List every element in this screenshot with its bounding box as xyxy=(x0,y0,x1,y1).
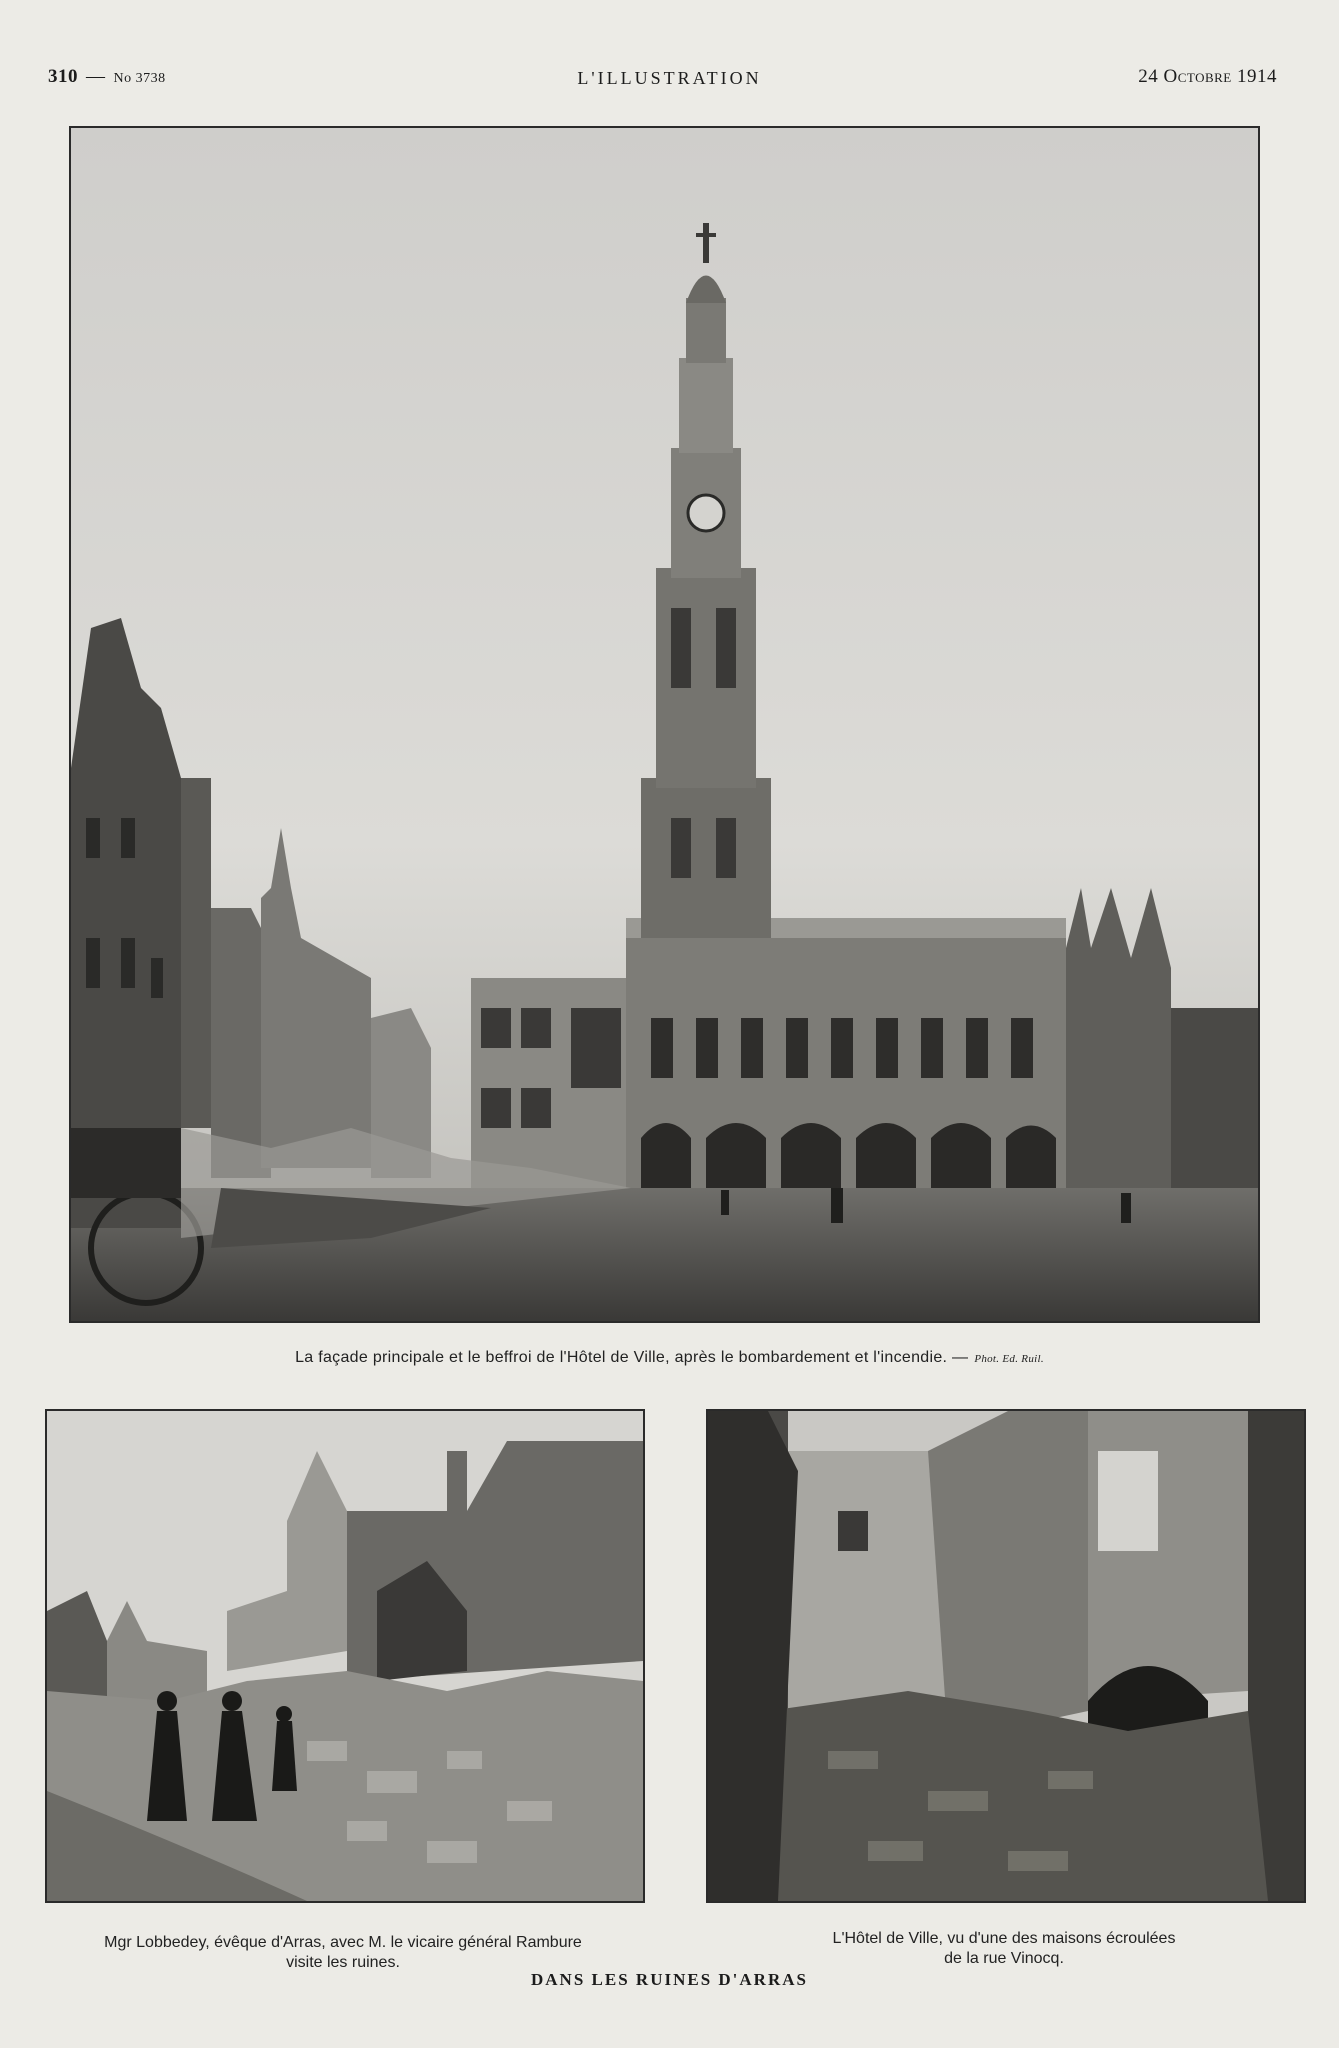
page-number: 310 xyxy=(48,66,78,87)
hotel-photo-caption xyxy=(706,1929,1302,1969)
main-photo-belfry xyxy=(69,126,1260,1323)
issue-number: No 3738 xyxy=(113,71,166,86)
hotel-de-ville-ruins-illustration xyxy=(708,1411,1304,1901)
bishop-photo-caption xyxy=(45,1933,641,1973)
hotel-caption-line1: L'Hôtel de Ville, vu d'une des maisons écroulées xyxy=(832,1930,1176,1947)
publication-title: L'ILLUSTRATION xyxy=(577,68,762,88)
main-caption-text: La façade principale et le beffroi de l'Hôtel de Ville, après le bombardement et l'incendie. — xyxy=(295,1349,969,1366)
photo-credit: Phot. Ed. Ruil. xyxy=(974,1353,1044,1365)
photo-hotel-de-ville xyxy=(706,1409,1306,1903)
photo-bishop-ruins xyxy=(45,1409,645,1903)
page-header-left: 310 — No 3738 xyxy=(48,66,166,87)
bishop-ruins-illustration xyxy=(47,1411,643,1901)
issue-date: 24 Octobre 1914 xyxy=(1138,66,1277,87)
main-photo-caption xyxy=(0,1349,1339,1367)
bishop-caption-line1: Mgr Lobbedey, évêque d'Arras, avec M. le vicaire général Rambure xyxy=(104,1934,582,1951)
section-title: DANS LES RUINES D'ARRAS xyxy=(531,1970,808,1989)
belfry-illustration xyxy=(71,128,1258,1321)
bishop-caption-line2: visite les ruines. xyxy=(286,1954,400,1971)
hotel-caption-line2: de la rue Vinocq. xyxy=(944,1950,1064,1967)
